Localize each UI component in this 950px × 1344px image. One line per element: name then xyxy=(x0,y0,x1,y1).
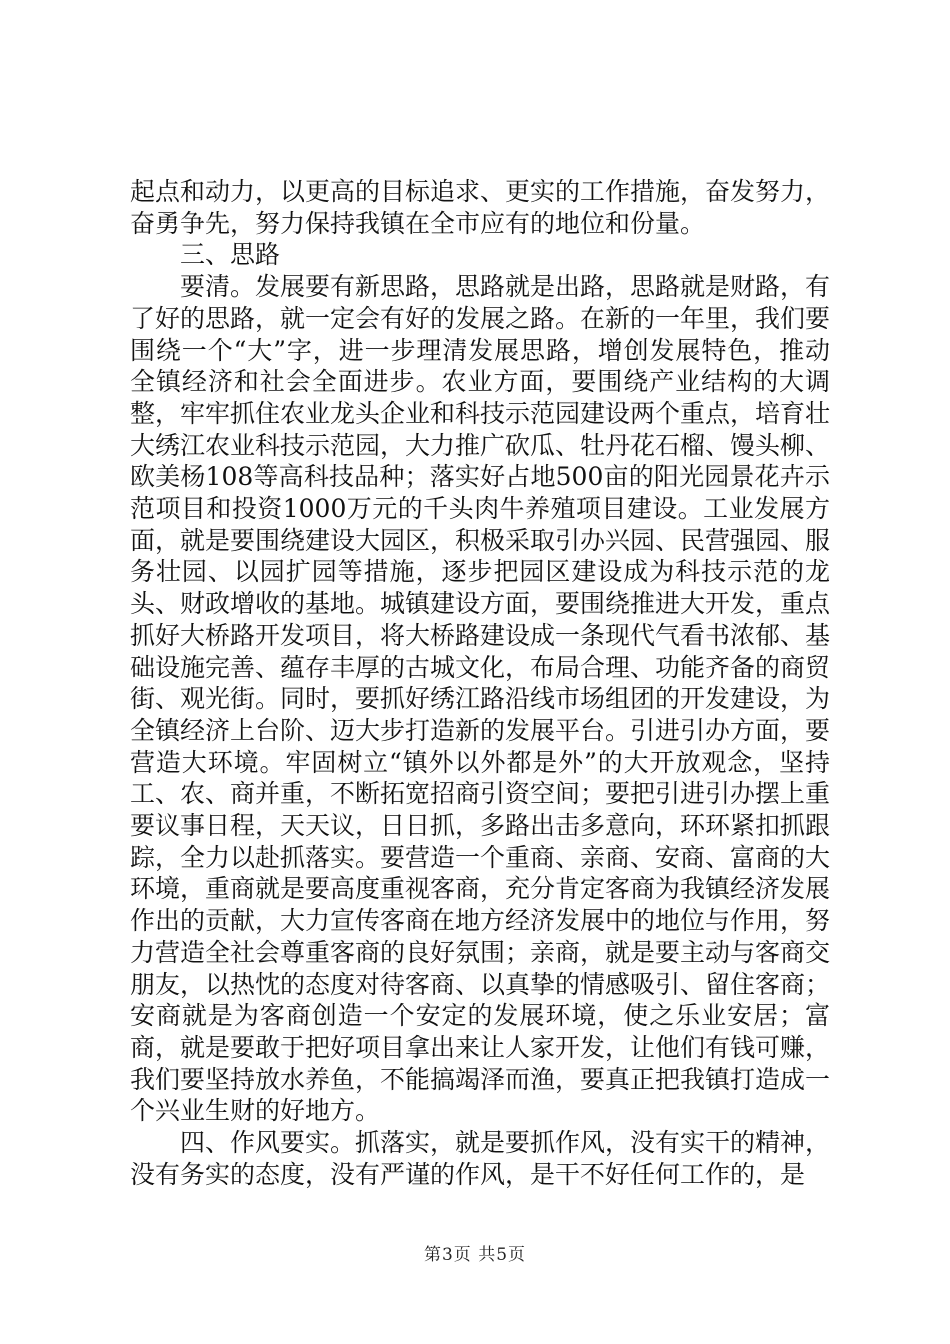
section-heading-three: 三、思路 xyxy=(180,240,281,270)
paragraph-continuation: 起点和动力，以更高的目标追求、更实的工作措施，奋发努力，奋勇争先，努力保持我镇在全市应有的地位和份量。 xyxy=(130,177,831,238)
paragraph-work-style: 四、作风要实。抓落实，就是要抓作风，没有实干的精神，没有务实的态度，没有严谨的作风，是干不好任何工作的，是 xyxy=(130,1128,831,1189)
paragraph-development-ideas: 要清。发展要有新思路，思路就是出路，思路就是财路，有了好的思路，就一定会有好的发展之路。在新的一年里，我们要围绕一个“大”字，进一步理清发展思路，增创发展特色，推动全镇经济和社会全面进步。农业方面，要围绕产业结构的大调整，牢牢抓住农业龙头企业和科技示范园建设两个重点，培育壮大绣江农业科技示范园，大力推广砍瓜、牡丹花石榴、馒头柳、欧美杨108等高科技品种；落实好占地500亩的阳光园景花卉示范项目和投资1000万元的千头肉牛养殖项目建设。工业发展方面，就是要围绕建设大园区，积极采取引办兴园、民营强园、服务壮园、以园扩园等措施，逐步把园区建设成为科技示范的龙头、财政增收的基地。城镇建设方面，要围绕推进大开发，重点抓好大桥路开发项目，将大桥路建设成一条现代气看书浓郁、基础设施完善、蕴存丰厚的古城文化，布局合理、功能齐备的商贸街、观光街。同时，要抓好绣江路沿线市场组团的开发建设，为全镇经济上台阶、迈大步打造新的发展平台。引进引办方面，要营造大环境。牢固树立“镇外以外都是外”的大开放观念，坚持工、农、商并重，不断拓宽招商引资空间；要把引进引办摆上重要议事日程，天天议，日日抓，多路出击多意向，环环紧扣抓跟踪，全力以赴抓落实。要营造一个重商、亲商、安商、富商的大环境，重商就是要高度重视客商，充分肯定客商为我镇经济发展作出的贡献，大力宣传客商在地方经济发展中的地位与作用，努力营造全社会尊重客商的良好氛围；亲商，就是要主动与客商交朋友，以热忱的态度对待客商、以真挚的情感吸引、留住客商；安商就是为客商创造一个安定的发展环境，使之乐业安居；富商，就是要敢于把好项目拿出来让人家开发，让他们有钱可赚，我们要坚持放水养鱼，不能搞竭泽而渔，要真正把我镇打造成一个兴业生财的好地方。 xyxy=(130,272,831,1126)
document-body xyxy=(130,176,830,1191)
page-number-footer: 第3页 共5页 xyxy=(423,1245,527,1265)
